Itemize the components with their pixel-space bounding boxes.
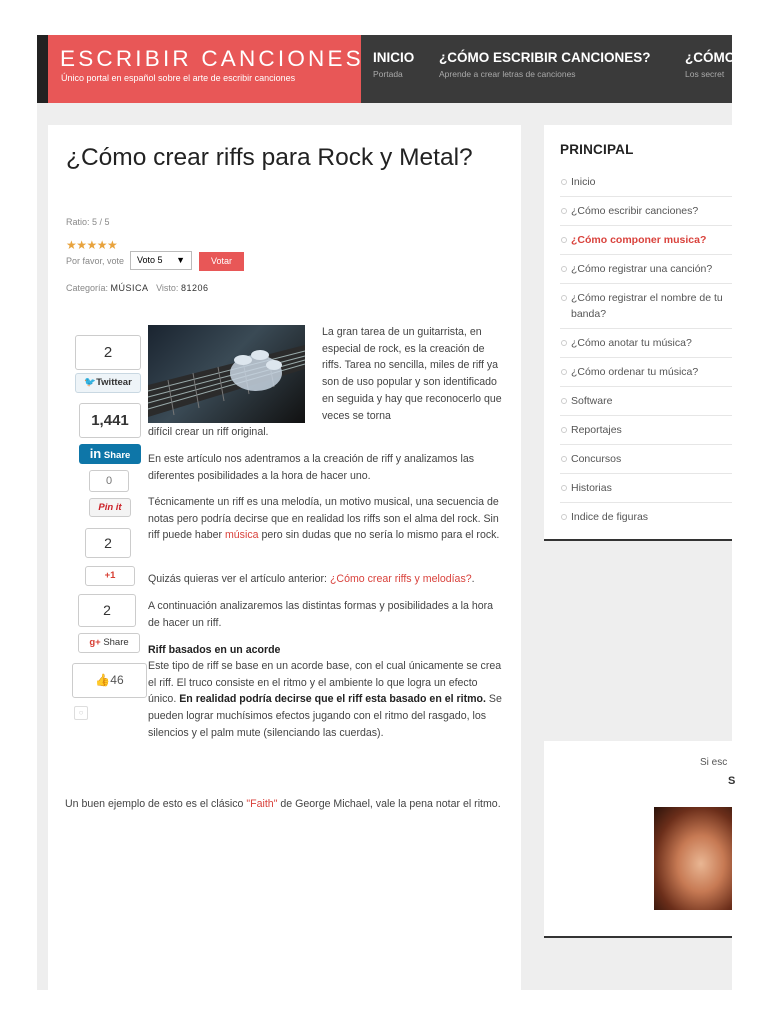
nav-inicio-sub: Portada bbox=[373, 69, 403, 79]
section-heading bbox=[148, 642, 503, 659]
more-share-icon[interactable]: ○ bbox=[74, 706, 88, 720]
sidebar-item-componer-musica[interactable]: ¿Cómo componer musica? bbox=[560, 226, 732, 255]
like-count: 46 bbox=[110, 673, 124, 687]
promo-heading: S bbox=[728, 775, 736, 787]
visits-count: 81206 bbox=[180, 283, 209, 293]
paragraph-4-text-a: Quizás quieras ver el artículo anterior: bbox=[148, 573, 330, 585]
chevron-down-icon: ▼ bbox=[176, 255, 185, 265]
nav-inicio[interactable] bbox=[373, 50, 414, 79]
article-card bbox=[48, 125, 521, 990]
nav-como-escribir-sub: Aprende a crear letras de canciones bbox=[439, 69, 576, 79]
nav-como-escribir[interactable] bbox=[439, 50, 651, 79]
paragraph-6-text-b: Se pueden lograr muchísimos efectos jugando con el ritmo del rasgado, los silencios y el palm mute (silenciando las cuerdas). bbox=[148, 693, 502, 739]
sidebar-item-reportajes[interactable]: Reportajes bbox=[560, 416, 732, 445]
twitter-count: 2 bbox=[75, 335, 141, 370]
promo-text: Si esc bbox=[700, 757, 728, 768]
rating-stars-icon: ★★★★★ bbox=[66, 238, 118, 252]
pinterest-pin-button[interactable]: Pin it bbox=[89, 498, 131, 517]
sidebar-item-indice-figuras[interactable]: Indice de figuras bbox=[560, 503, 732, 531]
paragraph-7-text-b: de George Michael, vale la pena notar el ritmo. bbox=[277, 798, 501, 810]
sidebar-menu bbox=[560, 168, 732, 531]
linkedin-icon: in bbox=[89, 446, 102, 461]
paragraph-7 bbox=[65, 796, 505, 813]
gplus-one-button[interactable]: +1 bbox=[85, 566, 135, 586]
nav-como-escribir-label: ¿CÓMO ESCRIBIR CANCIONES? bbox=[439, 50, 651, 65]
nav-como-more-sub: Los secret bbox=[685, 69, 725, 79]
nav-como-more-label: ¿CÓMO bbox=[685, 50, 736, 65]
site-brand[interactable] bbox=[48, 35, 364, 103]
gplus-count: 2 bbox=[85, 528, 131, 558]
guitar-illustration bbox=[148, 325, 305, 423]
site-title[interactable]: ESCRIBIR CANCIONES bbox=[60, 46, 364, 71]
vote-prompt: Por favor, vote bbox=[66, 256, 125, 266]
twitter-share-button[interactable] bbox=[75, 373, 141, 393]
linkedin-share-button[interactable] bbox=[79, 444, 141, 464]
section-heading-text: Riff basados en un acorde bbox=[148, 644, 281, 656]
article-meta bbox=[66, 283, 208, 293]
sidebar-item-anotar-musica[interactable]: ¿Cómo anotar tu música? bbox=[560, 329, 732, 358]
nav-como-more[interactable] bbox=[685, 50, 735, 79]
sidebar-item-escribir-canciones[interactable]: ¿Cómo escribir canciones? bbox=[560, 197, 732, 226]
sidebar-item-software[interactable]: Software bbox=[560, 387, 732, 416]
sidebar-item-registrar-cancion[interactable]: ¿Cómo registrar una canción? bbox=[560, 255, 732, 284]
sidebar-promo-widget bbox=[544, 741, 736, 938]
paragraph-3 bbox=[148, 494, 503, 544]
musica-link[interactable]: música bbox=[224, 529, 259, 542]
site-tagline: Único portal en español sobre el arte de escribir canciones bbox=[61, 73, 296, 83]
visits-label: Visto: bbox=[156, 283, 179, 293]
gplus-icon: g+ bbox=[89, 637, 101, 648]
guitar-photo bbox=[148, 325, 305, 423]
sidebar-item-historias[interactable]: Historias bbox=[560, 474, 732, 503]
sidebar-title: PRINCIPAL bbox=[560, 142, 634, 157]
paragraph-2: En este artículo nos adentramos a la creación de riff y analizamos las diferentes posibilidades a la hora de hacer uno. bbox=[148, 453, 475, 482]
paragraph-6-bold: En realidad podría decirse que el riff esta basado en el ritmo. bbox=[179, 693, 486, 706]
paragraph-5: A continuación analizaremos las distintas formas y posibilidades a la hora de hacer un riff. bbox=[148, 600, 494, 629]
header-left-strip bbox=[37, 35, 48, 103]
site-header bbox=[37, 35, 736, 103]
paragraph-3-text-b: pero sin dudas que no sería lo mismo para el rock. bbox=[258, 529, 500, 542]
paragraph-4 bbox=[148, 571, 508, 588]
rating-label: Ratio: 5 / 5 bbox=[66, 217, 110, 227]
pinterest-count: 0 bbox=[89, 470, 129, 492]
paragraph-6-text-a: Este tipo de riff se base en un acorde base, con el cual únicamente se crea el riff. El truco consiste en el ritmo y el ambiente lo que logra un efecto único. bbox=[148, 660, 502, 706]
article-title: ¿Cómo crear riffs para Rock y Metal? bbox=[66, 144, 473, 171]
sidebar-item-inicio[interactable]: Inicio bbox=[560, 168, 732, 197]
twitter-share-label: Twittear bbox=[96, 377, 132, 388]
twitter-bird-icon: 🐦 bbox=[84, 377, 97, 388]
thumbs-up-icon: 👍 bbox=[95, 673, 111, 687]
sidebar-item-registrar-banda[interactable]: ¿Cómo registrar el nombre de tu banda? bbox=[560, 284, 732, 329]
paragraph-6 bbox=[148, 658, 503, 742]
category-label: Categoría: bbox=[66, 283, 109, 293]
vote-select-value: Voto 5 bbox=[137, 255, 163, 265]
sidebar-item-concursos[interactable]: Concursos bbox=[560, 445, 732, 474]
previous-article-link[interactable]: ¿Cómo crear riffs y melodías? bbox=[329, 573, 472, 585]
intro-continued: difícil crear un riff original. bbox=[148, 426, 269, 438]
paragraph-3-text-a: Técnicamente un riff es una melodía, un motivo musical, una secuencia de notas pero podría decirse que en realidad los riffs son el alma del rock. Sin riff puede haber bbox=[148, 496, 499, 542]
category-link[interactable]: MÚSICA bbox=[110, 283, 149, 293]
gplus-share-label: Share bbox=[103, 637, 129, 648]
intro-paragraph: La gran tarea de un guitarrista, en especial de rock, es la creación de riffs. Tarea no sencilla, miles de riff ya son de uso popular y son identificado en seguida y hay que reconocerlo que veces se torna bbox=[322, 326, 502, 422]
gplus-share-button[interactable] bbox=[78, 633, 140, 653]
linkedin-share-label: Share bbox=[103, 450, 131, 461]
faith-link[interactable]: "Faith" bbox=[246, 798, 278, 810]
gshare-count: 2 bbox=[78, 594, 136, 627]
sidebar-principal bbox=[544, 125, 732, 541]
linkedin-count: 1,441 bbox=[79, 403, 141, 438]
sidebar-item-ordenar-musica[interactable]: ¿Cómo ordenar tu música? bbox=[560, 358, 732, 387]
singer-photo[interactable] bbox=[654, 807, 732, 910]
paragraph-4-text-b: . bbox=[471, 573, 475, 585]
nav-inicio-label: INICIO bbox=[373, 50, 415, 65]
vote-button[interactable]: Votar bbox=[199, 252, 244, 271]
paragraph-7-text-a: Un buen ejemplo de esto es el clásico bbox=[65, 798, 247, 810]
vote-select[interactable] bbox=[130, 251, 192, 270]
like-button[interactable] bbox=[72, 663, 147, 698]
